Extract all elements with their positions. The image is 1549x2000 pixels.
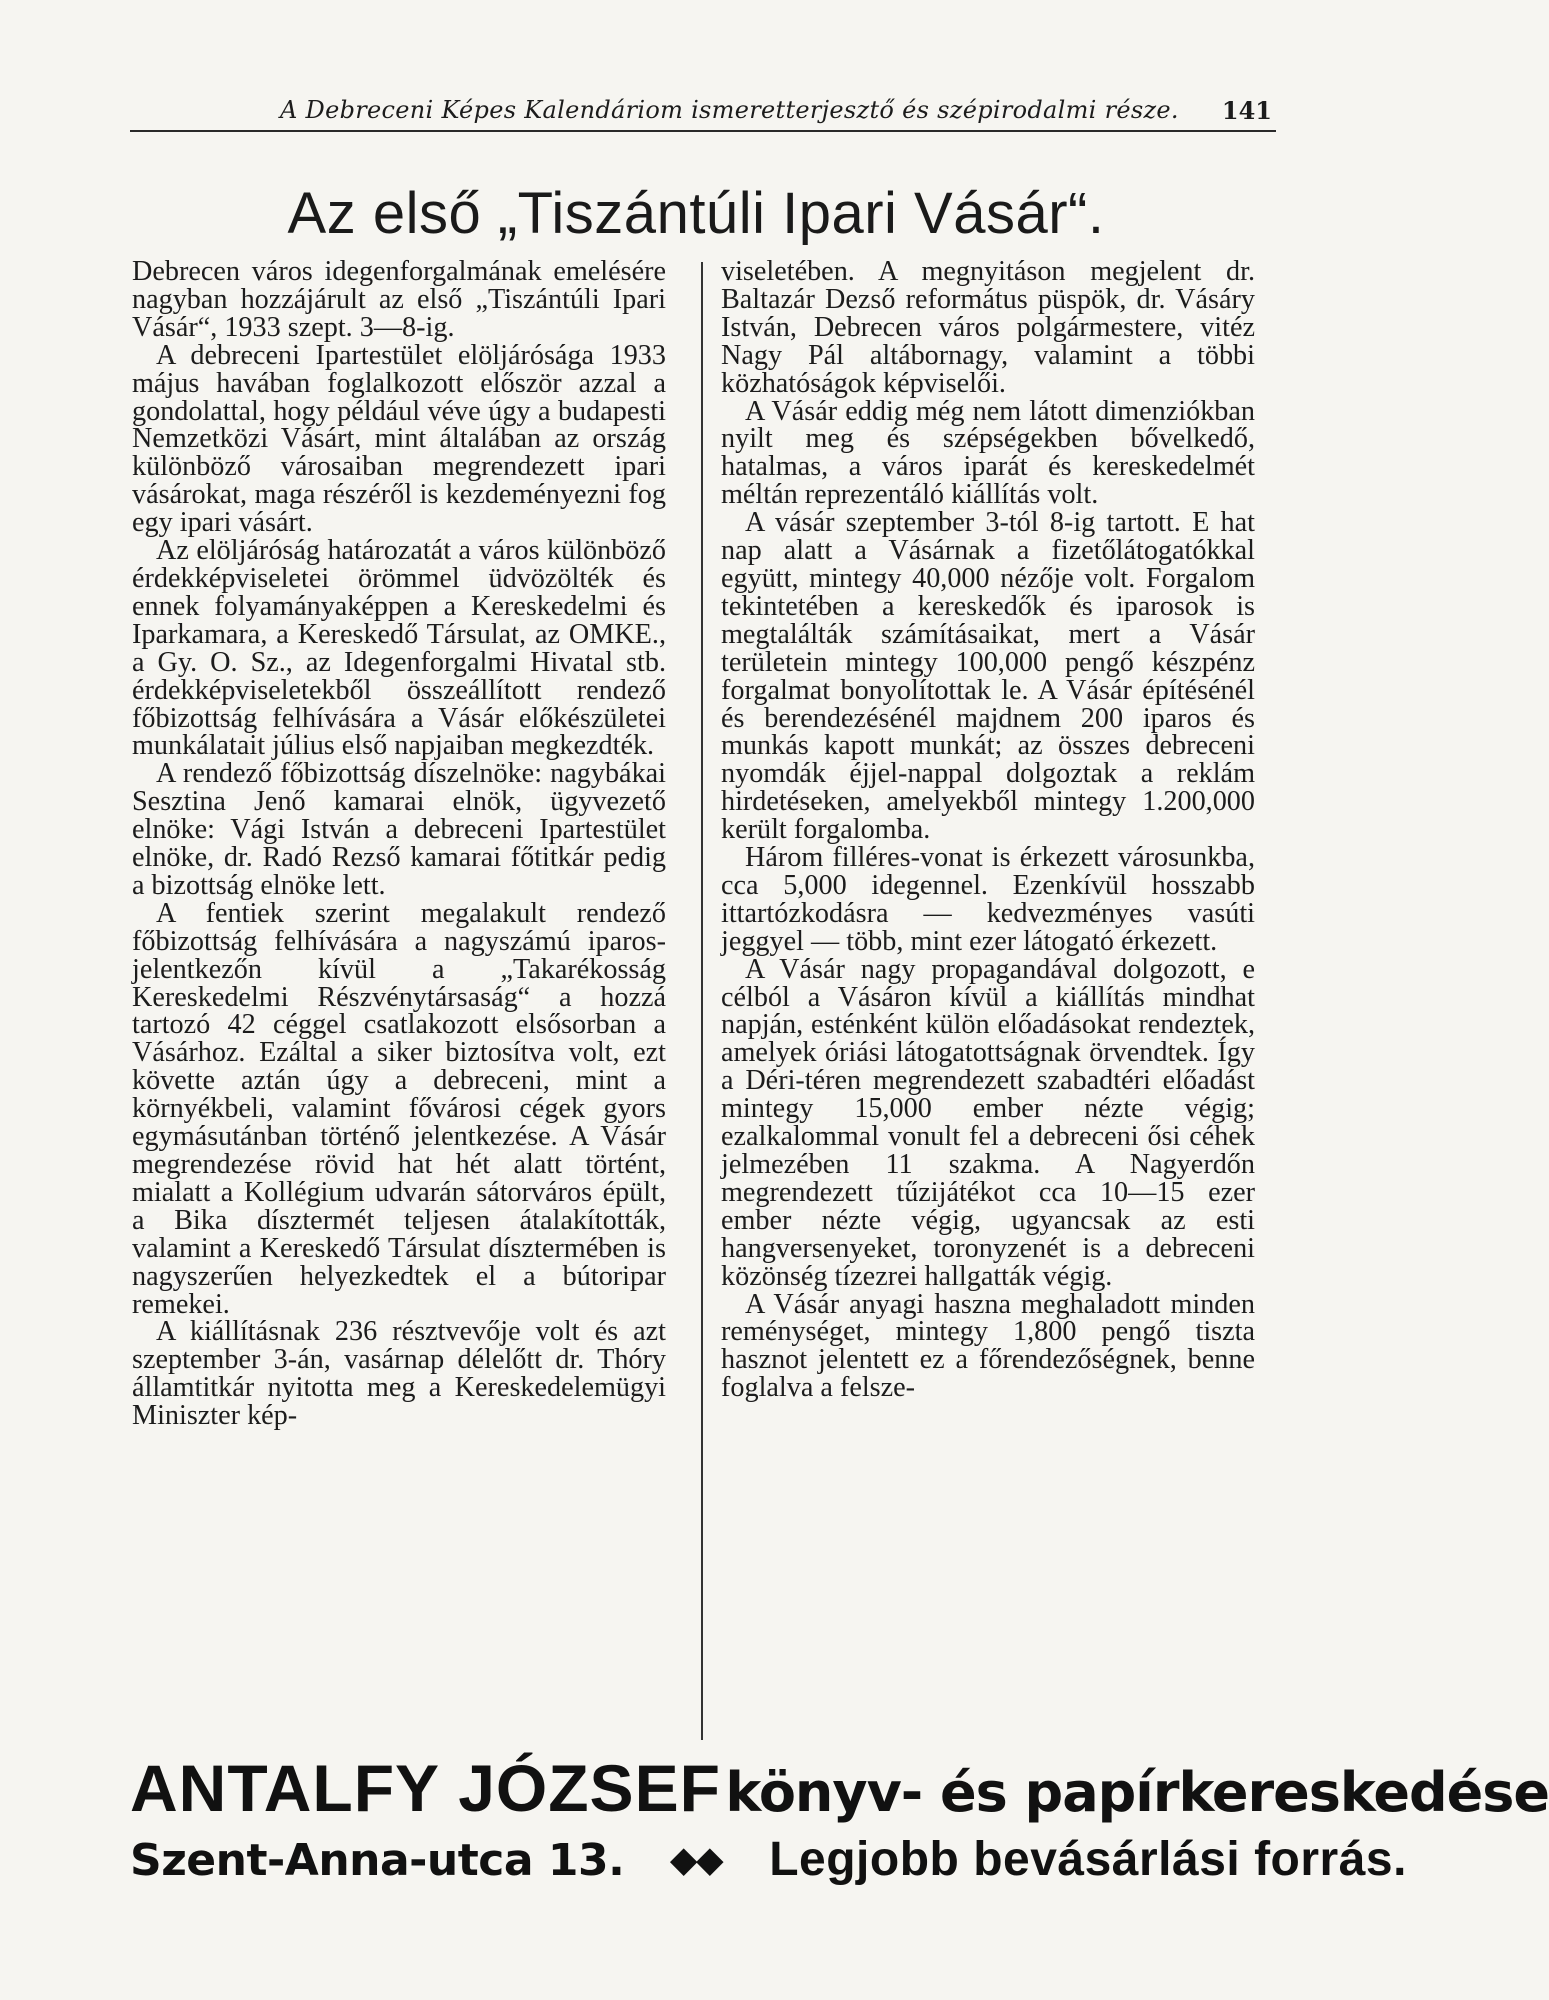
ad-line-2: [130, 1832, 1407, 1898]
article-title: Az első „Tiszántúli Ipari Vásár“.: [287, 181, 1105, 246]
paragraph: A vásár szeptember 3-tól 8-ig tartott. E hat nap alatt a Vásárnak a fizetőlátogatókkal együtt, mintegy 40,000 nézője volt. Forgalom tekintetében a kereskedők és iparosok is megtalálták számításaikat, mert a Vásár területein mintegy 100,000 pengő készpénz forgalmat bonyolítottak le. A Vásár építésénél és berendezésénél majdnem 200 iparos és munkás kapott munkát; az összes debreceni nyomdák éjjel-nappal dolgoztak a reklám hirdetéseken, amelyekből mintegy 1.200,000 került forgalomba.: [721, 507, 1255, 846]
paragraph: A fentiek szerint megalakult rendező főbizottság felhívására a nagyszámú iparos-jelentkezőn kívül a „Takarékosság Kereskedelmi Részvénytársaság“ a hozzá tartozó 42 céggel csatlakozott elsősorban a Vásárhoz. Ezáltal a siker biztosítva volt, ezt követte aztán úgy a debreceni, mint a környékbeli, valamint fővárosi cégek gyors egymásutánban történő jelentkezése. A Vásár megrendezése rövid hat hét alatt történt, mialatt a Kollégium udvarán sátorváros épült, a Bika dísztermét teljesen átalakították, valamint a Kereskedő Társulat dísztermében is nagyszerűen helyezkedtek el a bútoripar remekei.: [132, 897, 666, 1320]
paragraph: viseletében. A megnyitáson megjelent dr. Baltazár Dezső református püspök, dr. Vásáry István, Debrecen város polgármestere, vitéz Nagy Pál altábornagy, valamint a többi közhatóságok képviselői.: [721, 256, 1255, 399]
diamond-ornament-icon: ◆◆: [670, 1841, 723, 1879]
paragraph: A Vásár eddig még nem látott dimenziókban nyilt meg és szépségekben bővelkedő, hatalmas, a város iparát és kereskedelmét méltán reprezentáló kiállítás volt.: [721, 395, 1255, 511]
paragraph: Három filléres-vonat is érkezett városunkba, cca 5,000 idegennel. Ezenkívül hosszabb ittartózkodásra — kedvezményes vasúti jeggyel — több, mint ezer látogató érkezett.: [721, 842, 1255, 957]
running-title: A Debreceni Képes Kalendáriom ismeretterjesztő és szépirodalmi része.: [280, 96, 1179, 124]
paragraph: Az elöljáróság határozatát a város különböző érdekképviseletei örömmel üdvözölték és ennek folyamányaképpen a Kereskedelmi és Iparkamara, a Kereskedő Társulat, az OMKE., a Gy. O. Sz., az Idegenforgalmi Hivatal stb. érdekképviseletekből összeállított rendező főbizottság felhívására a Vásár előkészületei munkálatait július első napjaiban megkezdték.: [132, 535, 666, 762]
paragraph: Debrecen város idegenforgalmának emelésére nagyban hozzájárult az első „Tiszántúli Ipari Vásár“, 1933 szept. 3—8-ig.: [132, 256, 666, 343]
paragraph: A Vásár anyagi haszna meghaladott minden reménységet, mintegy 1,800 pengő tiszta hasznot jelentett ez a főrendezőségnek, benne foglalva a felsze-: [721, 1288, 1255, 1404]
paragraph: A debreceni Ipartestület elöljárósága 1933 május havában foglalkozott először azzal a gondolattal, hogy például véve úgy a budapesti Nemzetközi Vásárt, mint általában az ország különböző városaiban megrendezett ipari vásárokat, maga részéről is kezdeményezni fog egy ipari vásárt.: [132, 339, 666, 539]
paragraph: A Vásár nagy propagandával dolgozott, e célból a Vásáron kívül a kiállítás mindhat napján, esténként külön előadásokat rendeztek, amelyek óriási látogatottságnak örvendtek. Így a Déri-téren megrendezett szabadtéri előadást mintegy 15,000 ember nézte végig; ezalkalommal vonult fel a debreceni ősi céhek jelmezében 11 szakma. A Nagyerdőn megrendezett tűzijátékot cca 10—15 ezer ember nézte végig, ugyancsak az esti hangversenyeket, toronyzenét is a debreceni közönség tízezrei hallgatták végig.: [721, 953, 1255, 1292]
ad-line-1: [130, 1750, 1549, 1830]
running-header: [130, 92, 1276, 132]
right-column: [721, 258, 1255, 1734]
page-number: 141: [1221, 96, 1272, 125]
paragraph: A kiállításnak 236 résztvevője volt és azt szeptember 3-án, vasárnap délelőtt dr. Thóry államtitkár nyitotta meg a Kereskedelemügyi Miniszter kép-: [132, 1316, 666, 1432]
left-column: [132, 258, 666, 1734]
ad-address: Szent-Anna-utca 13.: [130, 1835, 625, 1886]
ad-business-type: könyv- és papírkereskedése: [725, 1761, 1549, 1824]
ad-slogan: Legjobb bevásárlási forrás.: [769, 1833, 1407, 1886]
advertisement: [130, 1750, 1549, 1900]
ad-business-name: ANTALFY JÓZSEF: [130, 1751, 721, 1825]
column-divider: [701, 262, 703, 1740]
paragraph: A rendező főbizottság díszelnöke: nagybákai Sesztina Jenő kamarai elnök, ügyvezető elnöke: Vági István a debreceni Ipartestület elnöke, dr. Radó Rezső kamarai főtitkár pedig a bizottság elnöke lett.: [132, 758, 666, 901]
